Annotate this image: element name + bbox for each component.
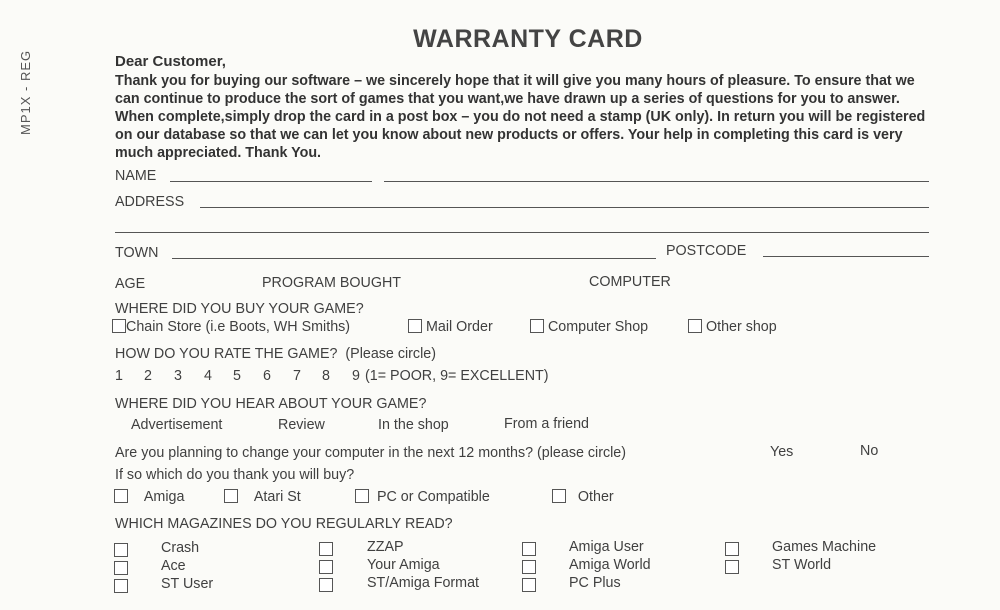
option-label: Computer Shop	[547, 319, 649, 335]
address-line-1[interactable]	[200, 207, 929, 208]
checkbox[interactable]	[112, 319, 126, 333]
program-bought-label: PROGRAM BOUGHT	[262, 275, 402, 291]
rating-9[interactable]: 9	[352, 368, 360, 384]
checkbox-pc-plus[interactable]	[522, 578, 536, 592]
page-title: WARRANTY CARD	[413, 25, 643, 53]
address-label: ADDRESS	[115, 194, 185, 210]
name-first-line[interactable]	[170, 181, 372, 182]
greeting: Dear Customer,	[115, 53, 226, 70]
intro-paragraph: Thank you for buying our software – we sincerely hope that it will give you many hours of pleasure. To ensure that we can continue to produce the sort of games that you want,we have drawn up a series of questions for you to answer. When complete,simply drop the card in a post box – you do not need a stamp (UK only). In return you will be registered on our database so that we can let you know about new products or offers. Your help in completing this card is very much appreciated. Thank You.	[115, 73, 926, 161]
magazine-crash: Crash	[161, 540, 200, 556]
checkbox[interactable]	[688, 319, 702, 333]
rating-5[interactable]: 5	[233, 368, 241, 384]
option-mail-order[interactable]	[408, 319, 493, 335]
rating-scale-note: (1= POOR, 9= EXCELLENT)	[365, 368, 549, 384]
heard-review[interactable]: Review	[278, 417, 325, 433]
address-line-2[interactable]	[115, 232, 929, 233]
rating-8[interactable]: 8	[322, 368, 330, 384]
magazine-st-amiga-format: ST/Amiga Format	[367, 575, 480, 591]
postcode-line[interactable]	[763, 256, 929, 257]
heard-from-a-friend[interactable]: From a friend	[504, 416, 590, 432]
heard-in-the-shop[interactable]: In the shop	[378, 417, 449, 433]
option-computer-shop[interactable]	[530, 319, 648, 335]
checkbox[interactable]	[408, 319, 422, 333]
checkbox-st-world[interactable]	[725, 560, 739, 574]
checkbox-amiga-user[interactable]	[522, 542, 536, 556]
age-label: AGE	[115, 276, 146, 292]
option-amiga[interactable]	[114, 489, 184, 505]
change-followup: If so which do you thank you will buy?	[115, 467, 355, 483]
rating-7[interactable]: 7	[293, 368, 301, 384]
magazines-question: WHICH MAGAZINES DO YOU REGULARLY READ?	[115, 516, 453, 532]
checkbox-st-amiga-format[interactable]	[319, 578, 333, 592]
rate-question-text: HOW DO YOU RATE THE GAME?	[115, 346, 338, 362]
magazine-st-user: ST User	[161, 576, 214, 592]
rating-4[interactable]: 4	[204, 368, 212, 384]
form-code: MP1X - REG	[18, 49, 33, 135]
checkbox[interactable]	[114, 489, 128, 503]
option-other-shop[interactable]	[688, 319, 777, 335]
option-atari-st[interactable]	[224, 489, 301, 505]
checkbox[interactable]	[530, 319, 544, 333]
magazine-ace: Ace	[161, 558, 186, 574]
option-label: Other	[577, 489, 614, 505]
checkbox[interactable]	[224, 489, 238, 503]
rating-1[interactable]: 1	[115, 368, 123, 384]
checkbox-your-amiga[interactable]	[319, 560, 333, 574]
postcode-label: POSTCODE	[666, 243, 747, 259]
option-label: Atari St	[253, 489, 301, 505]
checkbox-games-machine[interactable]	[725, 542, 739, 556]
checkbox[interactable]	[552, 489, 566, 503]
option-label: Chain Store (i.e Boots, WH Smiths)	[126, 319, 351, 335]
option-label: Other shop	[705, 319, 777, 335]
option-label: Mail Order	[425, 319, 493, 335]
checkbox-st-user[interactable]	[114, 579, 128, 593]
change-question: Are you planning to change your computer in the next 12 months? (please circle)	[115, 445, 627, 461]
rate-hint: (Please circle)	[345, 346, 436, 362]
where-buy-question: WHERE DID YOU BUY YOUR GAME?	[115, 301, 364, 317]
checkbox-zzap[interactable]	[319, 542, 333, 556]
checkbox-crash[interactable]	[114, 543, 128, 557]
rating-6[interactable]: 6	[263, 368, 271, 384]
magazine-your-amiga: Your Amiga	[367, 557, 440, 573]
option-chain-store[interactable]	[112, 319, 350, 335]
checkbox[interactable]	[355, 489, 369, 503]
answer-yes[interactable]: Yes	[770, 444, 794, 460]
checkbox-ace[interactable]	[114, 561, 128, 575]
magazine-pc-plus: PC Plus	[569, 575, 621, 591]
option-label: Amiga	[143, 489, 185, 505]
heard-question: WHERE DID YOU HEAR ABOUT YOUR GAME?	[115, 396, 427, 412]
rating-3[interactable]: 3	[174, 368, 182, 384]
computer-label: COMPUTER	[589, 274, 671, 290]
checkbox-amiga-world[interactable]	[522, 560, 536, 574]
town-label: TOWN	[115, 245, 159, 261]
magazine-games-machine: Games Machine	[772, 539, 877, 555]
rate-question	[115, 346, 436, 362]
option-pc-compatible[interactable]	[355, 489, 490, 505]
magazine-st-world: ST World	[772, 557, 832, 573]
magazine-amiga-world: Amiga World	[569, 557, 651, 573]
magazine-zzap: ZZAP	[367, 539, 404, 555]
rating-2[interactable]: 2	[144, 368, 152, 384]
name-last-line[interactable]	[384, 181, 929, 182]
town-line[interactable]	[172, 258, 656, 259]
answer-no[interactable]: No	[860, 443, 879, 459]
magazine-amiga-user: Amiga User	[569, 539, 644, 555]
heard-advertisement[interactable]: Advertisement	[131, 417, 223, 433]
option-label: PC or Compatible	[376, 489, 490, 505]
option-other[interactable]	[552, 489, 614, 505]
name-label: NAME	[115, 168, 157, 184]
